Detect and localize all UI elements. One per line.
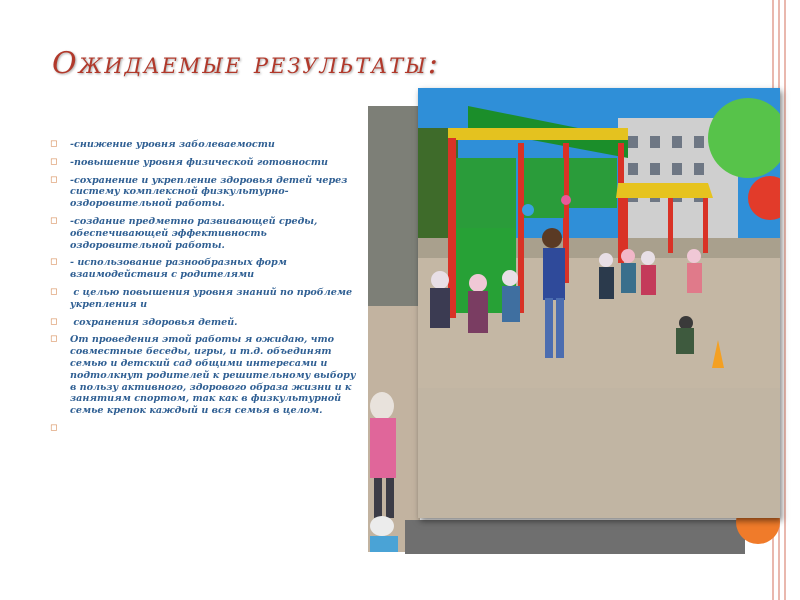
bullet-marker-icon: ◻	[50, 286, 58, 297]
bullet-item	[48, 334, 360, 417]
bullet-item	[48, 287, 360, 311]
bullet-item	[48, 216, 360, 251]
bullet-item	[48, 257, 360, 281]
background-photo-strip	[405, 520, 745, 554]
bullet-marker-icon: ◻	[50, 316, 58, 327]
bullet-list	[48, 139, 360, 433]
bullet-text: От проведения этой работы я ожидаю, что совместные беседы, игры, и т.д. объединят семью и детский сад общими интересами и подтолкнут родителей к решительному выбору в пользу активного, здорового образа жизни и к занятиям спортом, так как в физкультурной семье крепок каждый и вся семья в целом.	[70, 334, 356, 417]
bullet-text: с целью повышения уровня знаний по проблеме укрепления и	[70, 286, 356, 310]
bullet-item	[48, 139, 360, 151]
bullet-text: -создание предметно развивающей среды, обеспечивающей эффективность оздоровительной работы.	[70, 215, 318, 251]
bullet-text: -повышение уровня физической готовности	[70, 156, 328, 168]
bullet-marker-icon: ◻	[50, 139, 58, 149]
bullet-text: - использование разнообразных форм взаимодействия с родителями	[70, 257, 287, 281]
bullet-marker-icon: ◻	[50, 156, 58, 167]
bullet-item	[48, 157, 360, 169]
bullet-marker-icon: ◻	[50, 334, 58, 345]
bullet-marker-icon: ◻	[50, 422, 58, 433]
bullet-marker-icon: ◻	[50, 215, 58, 226]
background-photo	[368, 106, 420, 552]
bullet-item	[48, 175, 360, 210]
bullet-marker-icon: ◻	[50, 257, 58, 268]
bullet-marker-icon: ◻	[50, 174, 58, 185]
bullet-text: -снижение уровня заболеваемости	[70, 139, 275, 150]
playground-photo	[418, 88, 780, 518]
bullet-text: -сохранение и укрепление здоровья детей через систему комплексной физкультурно-оздоровительной работы.	[70, 174, 348, 210]
bullet-text: сохранения здоровья детей.	[70, 316, 238, 328]
slide-title: Ожидаемые результаты:	[52, 46, 440, 81]
bullet-item	[48, 317, 360, 329]
